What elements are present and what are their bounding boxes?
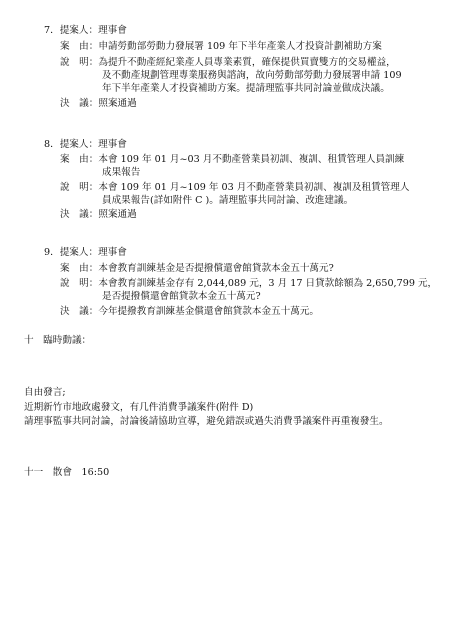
item-7-proposer: 7．提案人：理事會: [44, 25, 127, 36]
item-7-resolution: 決 議：照案通過: [60, 98, 137, 109]
item-9-desc-line-2: 是否提撥償還會館貸款本金五十萬元?: [102, 291, 261, 302]
item-8-case-line-1: 案 由：本會 109 年 01 月~03 月不動產營業員初訓、複訓、租賃管理人員訓練: [60, 154, 405, 165]
free-speech-line-2: 請理事監事共同討論，討論後請協助宣導，避免錯誤或過失消費爭議案件再重複發生。: [24, 416, 389, 427]
item-8-case-line-2: 成果報告: [102, 167, 141, 178]
item-7-desc-line-2: 及不動產規劃管理專業服務與諮詢，故向勞動部勞動力發展署申請 109: [102, 70, 402, 81]
section-ten-heading: 十 臨時動議：: [24, 335, 92, 346]
item-9-resolution: 決 議：今年提撥教育訓練基金償還會館貸款本金五十萬元。: [60, 306, 320, 317]
item-7-desc-line-3: 年下半年產業人才投資補助方案。提請理監事共同討論並做成決議。: [102, 83, 390, 94]
item-8-resolution: 決 議：照案通過: [60, 209, 137, 220]
free-speech-title: 自由發言;: [24, 387, 66, 398]
item-8-desc-line-2: 員成果報告(詳如附件 C )。請理監事共同討論、改進建議。: [102, 195, 354, 206]
item-9-case: 案 由：本會教育訓練基金是否提撥償還會館貸款本金五十萬元?: [60, 263, 334, 274]
item-7-case: 案 由：申請勞動部勞動力發展署 109 年下半年產業人才投資計劃補助方案: [60, 41, 382, 52]
item-9-proposer: 9．提案人：理事會: [44, 247, 127, 258]
item-8-desc-line-1: 說 明：本會 109 年 01 月~109 年 03 月不動產營業員初訓、複訓及租賃管理人: [60, 182, 410, 193]
section-eleven-heading: 十一 散會 16:50: [24, 467, 110, 478]
item-9-desc-line-1: 說 明：本會教育訓練基金存有 2,044,089 元，3 月 17 日貸款餘額為 2,650,799 元，: [60, 278, 438, 289]
item-7-desc-line-1: 說 明：為提升不動產經紀業產人員專業素質，確保提供買賣雙方的交易權益，: [60, 57, 396, 68]
item-8-proposer: 8．提案人：理事會: [44, 139, 127, 150]
free-speech-line-1: 近期新竹市地政處發文，有几件消費爭議案件(附件 D): [24, 402, 254, 413]
